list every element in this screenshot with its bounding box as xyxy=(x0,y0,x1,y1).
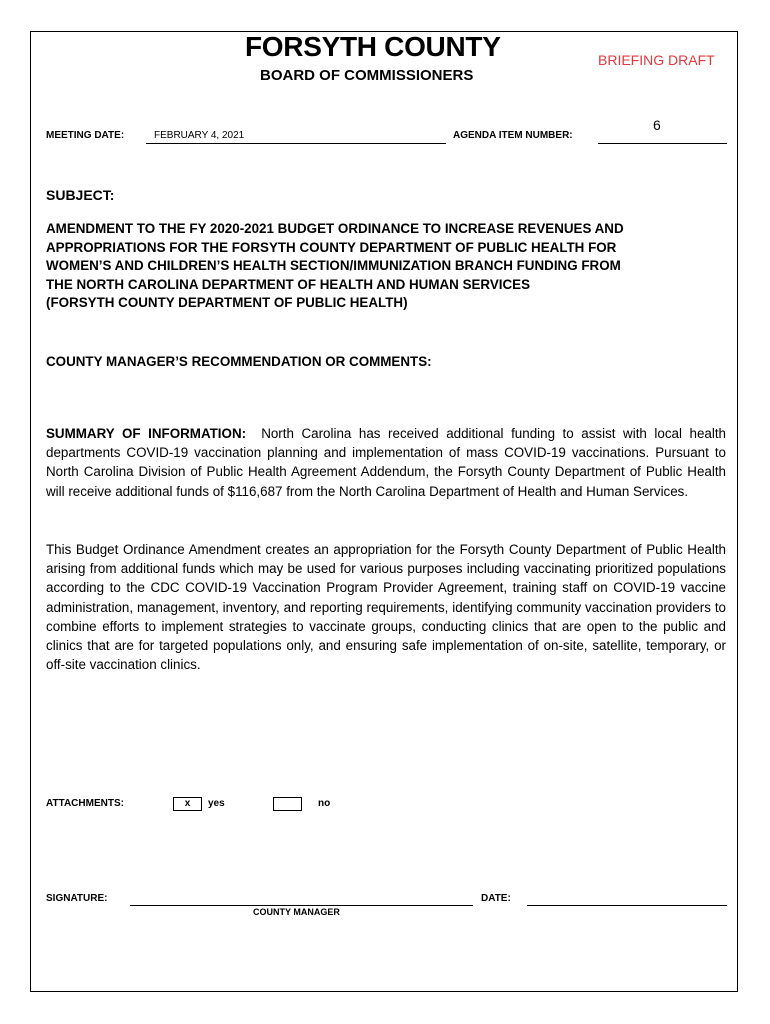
county-manager-label: COUNTY MANAGER xyxy=(253,907,340,917)
meeting-date-value: FEBRUARY 4, 2021 xyxy=(154,130,245,141)
agenda-item-line xyxy=(598,143,727,144)
signature-date-label: DATE: xyxy=(481,893,511,904)
document-page-border xyxy=(30,31,738,992)
subject-line: WOMEN’S AND CHILDREN’S HEALTH SECTION/IMMUNIZATION BRANCH FUNDING FROM xyxy=(46,258,621,274)
signature-date-line[interactable] xyxy=(527,905,727,906)
summary-heading: SUMMARY OF INFORMATION: xyxy=(46,426,247,441)
summary-paragraph-2: This Budget Ordinance Amendment creates an appropriation for the Forsyth County Department of Public Health arising from additional funds which may be used for various purposes including vaccinating prioritized populations according to the CDC COVID-19 Vaccination Program Provider Agreement, training staff on COVID-19 vaccine administration, management, inventory, and reporting requirements, identifying community vaccination providers to combine efforts to implement strategies to vaccinate groups, conducting clinics that are open to the public and clinics that are for targeted populations only, and ensuring safe implementation of on-site, satellite, temporary, or off-site vaccination clinics. xyxy=(46,542,726,673)
agenda-item-label: AGENDA ITEM NUMBER: xyxy=(453,130,573,141)
meeting-date-line xyxy=(146,143,446,144)
meeting-date-label: MEETING DATE: xyxy=(46,130,125,141)
subject-line: (FORSYTH COUNTY DEPARTMENT OF PUBLIC HEALTH) xyxy=(46,295,408,311)
manager-recommendation-heading: COUNTY MANAGER’S RECOMMENDATION OR COMMENTS: xyxy=(46,354,432,369)
subject-line: AMENDMENT TO THE FY 2020-2021 BUDGET ORDINANCE TO INCREASE REVENUES AND xyxy=(46,221,624,236)
signature-line[interactable] xyxy=(130,905,473,906)
signature-label: SIGNATURE: xyxy=(46,893,108,904)
attachments-no-label: no xyxy=(318,798,331,809)
county-title: FORSYTH COUNTY xyxy=(245,31,501,62)
attachments-no-checkbox[interactable] xyxy=(273,797,302,811)
summary-paragraph-1 xyxy=(46,424,726,501)
attachments-label: ATTACHMENTS: xyxy=(46,798,124,809)
subject-line: THE NORTH CAROLINA DEPARTMENT OF HEALTH AND HUMAN SERVICES xyxy=(46,276,531,292)
status-stamp: BRIEFING DRAFT xyxy=(598,52,715,68)
summary-paragraph-1-text: North Carolina has received additional funding to assist with local health departments COVID-19 vaccination planning and implementation of mass COVID-19 vaccinations. Pursuant to North Carolina Division of Public Health Agreement Addendum, the Forsyth County Department of Public Health will receive additional funds of $116,687 from the North Carolina Department of Health and Human Services. xyxy=(46,426,726,499)
agenda-item-value: 6 xyxy=(653,117,661,133)
subject-line: APPROPRIATIONS FOR THE FORSYTH COUNTY DEPARTMENT OF PUBLIC HEALTH FOR xyxy=(46,239,617,255)
subject-text xyxy=(46,220,736,313)
attachments-yes-checkbox[interactable]: x xyxy=(173,797,202,811)
subject-heading: SUBJECT: xyxy=(46,187,115,203)
attachments-yes-label: yes xyxy=(208,798,225,809)
board-subtitle: BOARD OF COMMISSIONERS xyxy=(260,67,474,84)
